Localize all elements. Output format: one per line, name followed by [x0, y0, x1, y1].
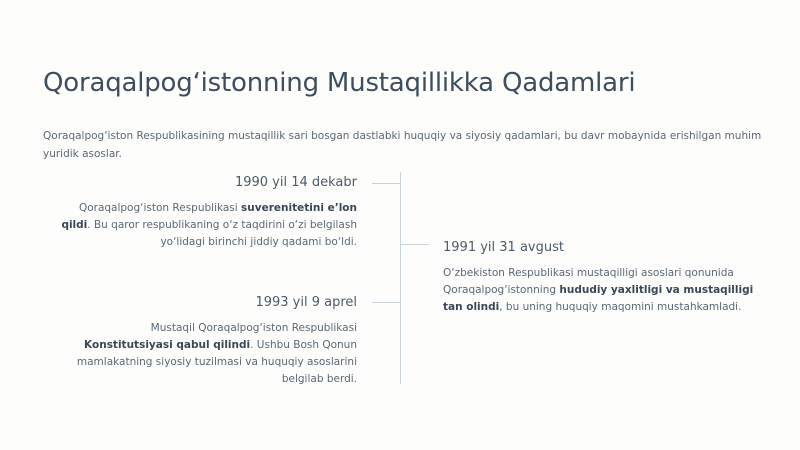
entry-date: 1990 yil 14 dekabr: [234, 175, 357, 190]
timeline-tick: [372, 183, 400, 184]
entry-date: 1991 yil 31 avgust: [443, 240, 564, 255]
timeline-tick: [372, 302, 400, 303]
timeline-entry-1993: [70, 295, 357, 388]
timeline-axis: [400, 172, 401, 384]
page-title: Qoraqalpog‘istonning Mustaqillikka Qadamlari: [43, 68, 636, 98]
entry-description: Mustaqil Qoraqalpog‘iston Respublikasi Konstitutsiyasi qabul qilindi. Ushbu Bosh Qonun mamlakatning siyosiy tuzilmasi va huquqiy asoslarini belgilab berdi.: [76, 322, 357, 385]
timeline-entry-1990: [50, 175, 357, 251]
timeline-entry-1991: [443, 240, 761, 316]
timeline-tick: [401, 244, 429, 245]
entry-description: O‘zbekiston Respublikasi mustaqilligi asoslari qonunida Qoraqalpog‘istonning hududiy yaxlitligi va mustaqilligi tan olindi, bu uning huquqiy maqomini mustahkamladi.: [443, 267, 754, 313]
intro-text: Qoraqalpog‘iston Respublikasining mustaqillik sari bosgan dastlabki huquqiy va siyosiy qadamlari, bu davr mobaynida erishilgan muhim yuridik asoslar.: [43, 130, 762, 160]
entry-date: 1993 yil 9 aprel: [255, 295, 357, 310]
entry-description: Qoraqalpog‘iston Respublikasi suverenitetini e’lon qildi. Bu qaror respublikaning o‘z taqdirini o‘zi belgilash yo‘lidagi birinchi jiddiy qadami bo‘ldi.: [61, 202, 357, 248]
